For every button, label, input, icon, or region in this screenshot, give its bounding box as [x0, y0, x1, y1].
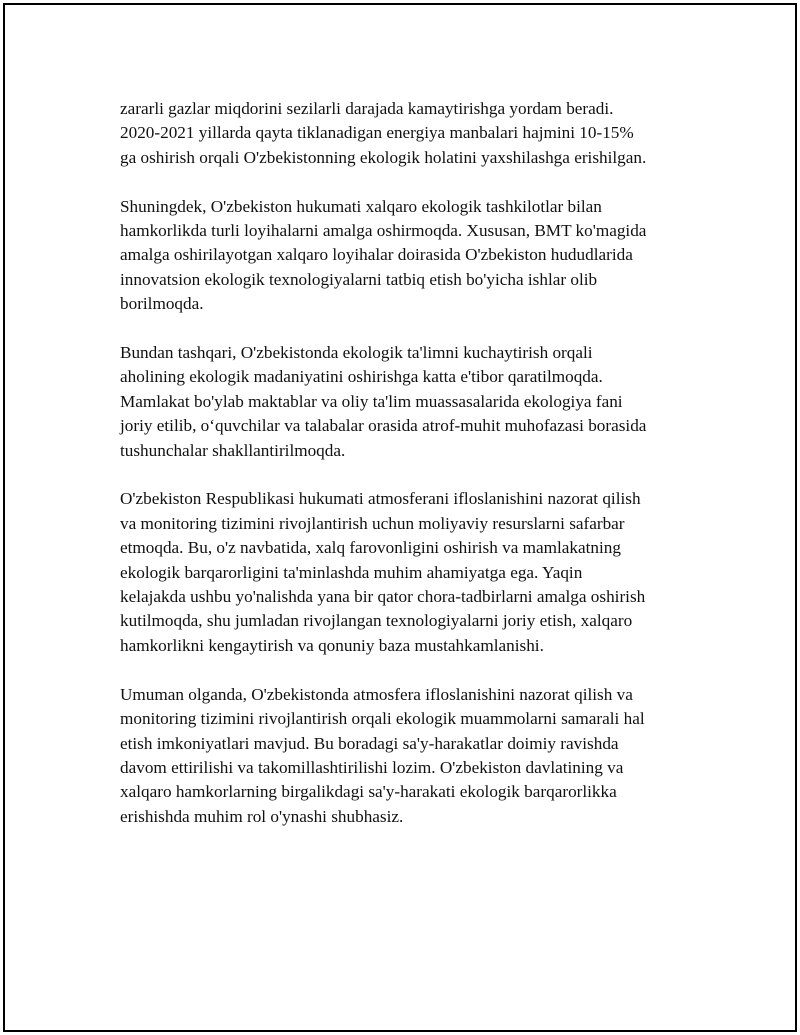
text-line: monitoring tizimini rivojlantirish orqali ekologik muammolarni samarali hal — [120, 709, 645, 729]
text-line: etish imkoniyatlari mavjud. Bu boradagi sa'y-harakatlar doimiy ravishda — [120, 733, 619, 753]
paragraph — [120, 195, 710, 317]
page-frame — [3, 3, 797, 1032]
text-line: O'zbekiston Respublikasi hukumati atmosferani ifloslanishini nazorat qilish — [120, 489, 641, 509]
paragraph — [120, 487, 710, 658]
text-line: kutilmoqda, shu jumladan rivojlangan texnologiyalarni joriy etish, xalqaro — [120, 611, 633, 631]
document-body — [120, 97, 710, 854]
paragraph — [120, 341, 710, 463]
text-line: etmoqda. Bu, o'z navbatida, xalq farovonligini oshirish va mamlakatning — [120, 538, 621, 558]
text-line: erishishda muhim rol o'ynashi shubhasiz. — [120, 806, 404, 826]
text-line: zararli gazlar miqdorini sezilarli darajada kamaytirishga yordam beradi. — [120, 99, 614, 118]
text-line: Shuningdek, O'zbekiston hukumati xalqaro ekologik tashkilotlar bilan — [120, 196, 602, 216]
paragraph — [120, 683, 710, 829]
text-line: ekologik barqarorligini ta'minlashda muhim ahamiyatga ega. Yaqin — [120, 562, 583, 582]
text-line: Mamlakat bo'ylab maktablar va oliy ta'lim muassasalarida ekologiya fani — [120, 391, 623, 411]
text-line: davom ettirilishi va takomillashtirilishi lozim. O'zbekiston davlatining va — [120, 757, 624, 777]
text-line: hamkorlikda turli loyihalarni amalga oshirmoqda. Xususan, BMT ko'magida — [120, 221, 647, 241]
text-line: va monitoring tizimini rivojlantirish uchun moliyaviy resurslarni safarbar — [120, 513, 625, 533]
text-line: aholining ekologik madaniyatini oshirishga katta e'tibor qaratilmoqda. — [120, 367, 603, 387]
text-line: joriy etilib, o‘quvchilar va talabalar orasida atrof-muhit muhofazasi borasida — [120, 416, 647, 436]
text-line: xalqaro hamkorlarning birgalikdagi sa'y-harakati ekologik barqarorlikka — [120, 782, 617, 802]
text-line: hamkorlikni kengaytirish va qonuniy baza mustahkamlanishi. — [120, 635, 544, 655]
text-line: borilmoqda. — [120, 294, 204, 314]
paragraph — [120, 97, 710, 170]
text-line: ga oshirish orqali O'zbekistonning ekologik holatini yaxshilashga erishilgan. — [120, 147, 647, 167]
text-line: 2020-2021 yillarda qayta tiklanadigan energiya manbalari hajmini 10-15% — [120, 123, 634, 143]
text-line: innovatsion ekologik texnologiyalarni tatbiq etish bo'yicha ishlar olib — [120, 269, 598, 289]
text-line: Bundan tashqari, O'zbekistonda ekologik ta'limni kuchaytirish orqali — [120, 343, 593, 363]
text-line: amalga oshirilayotgan xalqaro loyihalar doirasida O'zbekiston hududlarida — [120, 245, 633, 265]
text-line: kelajakda ushbu yo'nalishda yana bir qator chora-tadbirlarni amalga oshirish — [120, 587, 646, 607]
text-line: tushunchalar shakllantirilmoqda. — [120, 440, 346, 460]
text-line: Umuman olganda, O'zbekistonda atmosfera ifloslanishini nazorat qilish va — [120, 684, 633, 704]
